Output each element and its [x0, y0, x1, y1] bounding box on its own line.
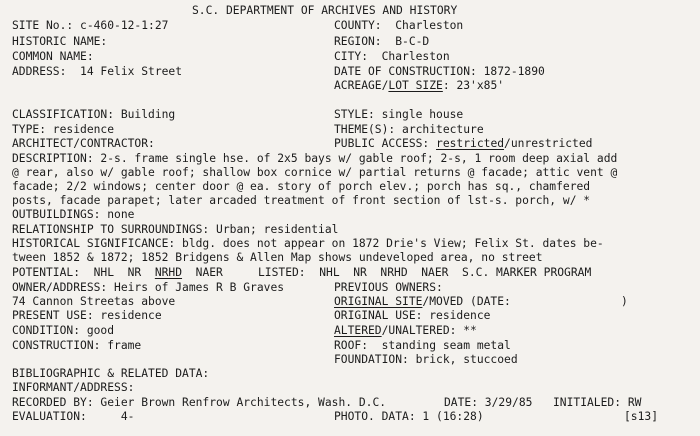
acreage-label: ACREAGE/: [334, 79, 389, 92]
potential-selected: NRHD: [154, 266, 183, 279]
construction: CONSTRUCTION: frame: [12, 339, 142, 352]
date-recorded: DATE: 3/29/85: [444, 396, 533, 409]
lot-size-value: : 23'x85': [442, 79, 505, 92]
form-title: S.C. DEPARTMENT OF ARCHIVES AND HISTORY: [192, 4, 458, 17]
original-site-label: ORIGINAL SITE: [334, 295, 423, 308]
public-access-rest: /unrestricted: [504, 137, 593, 150]
outbuildings: OUTBUILDINGS: none: [12, 208, 135, 221]
potential-label: POTENTIAL: NHL NR: [12, 266, 155, 279]
acreage-lot-size: [334, 79, 504, 93]
moved-close-paren: ): [621, 295, 628, 308]
common-name: COMMON NAME:: [12, 50, 94, 63]
type: TYPE: residence: [12, 123, 115, 136]
foundation: FOUNDATION: brick, stuccoed: [334, 353, 518, 366]
historic-name: HISTORIC NAME:: [12, 35, 108, 48]
reference-code: [s13]: [624, 410, 659, 423]
historical-significance-line: HISTORICAL SIGNIFICANCE: bldg. does not appear on 1872 Drie's View; Felix St. dates be-: [12, 237, 604, 250]
description-line: @ rear, also w/ gable roof; shallow box cornice w/ partial returns @ facade; attic vent @: [12, 166, 618, 179]
themes: THEME(S): architecture: [334, 123, 484, 136]
region: REGION: B-C-D: [334, 35, 430, 48]
description-line: posts, facade parapet; later arcaded treatment of front section of lst-s. porch, w/ *: [12, 194, 591, 207]
date-of-construction: DATE OF CONSTRUCTION: 1872-1890: [334, 65, 545, 78]
roof: ROOF: standing seam metal: [334, 339, 511, 352]
public-access-label: PUBLIC ACCESS:: [334, 137, 437, 150]
initialed: INITIALED: RW: [553, 396, 642, 409]
city: CITY: Charleston: [334, 50, 450, 63]
bibliographic-data: BIBLIOGRAPHIC & RELATED DATA:: [12, 367, 210, 380]
relationship-to-surroundings: RELATIONSHIP TO SURROUNDINGS: Urban; residential: [12, 223, 339, 236]
site-number: SITE No.: c-460-12-1:27: [12, 19, 169, 32]
owner-address-line2: 74 Cannon Streetas above: [12, 295, 176, 308]
description-line: DESCRIPTION: 2-s. frame single hse. of 2x5 bays w/ gable roof; 2-s, 1 room deep axial add: [12, 152, 618, 165]
listed: LISTED: NHL NR NRHD NAER S.C. MARKER PROGRAM: [258, 266, 592, 279]
informant-address: INFORMANT/ADDRESS:: [12, 381, 135, 394]
description-line: facade; 2/2 windows; center door @ ea. story of porch elev.; porch has sq., chamfered: [12, 180, 591, 193]
condition: CONDITION: good: [12, 324, 115, 337]
unaltered-label: /UNALTERED: **: [381, 324, 477, 337]
recorded-by: RECORDED BY: Geier Brown Renfrow Architects, Wash. D.C.: [12, 396, 387, 409]
original-site-moved: [334, 295, 511, 309]
altered-label: ALTERED: [334, 324, 382, 337]
potential-rest: NAER: [182, 266, 223, 279]
historical-significance-line: tween 1852 & 1872; 1852 Bridgens & Allen Map shows undeveloped area, no street: [12, 251, 543, 264]
evaluation: EVALUATION: 4-: [12, 410, 135, 423]
address: ADDRESS: 14 Felix Street: [12, 65, 183, 78]
county: COUNTY: Charleston: [334, 19, 464, 32]
altered-unaltered: [334, 324, 477, 338]
public-access: [334, 137, 592, 151]
present-use: PRESENT USE: residence: [12, 309, 162, 322]
original-use: ORIGINAL USE: residence: [334, 309, 491, 322]
public-access-selected: restricted: [436, 137, 505, 150]
owner-address: OWNER/ADDRESS: Heirs of James R B Graves: [12, 281, 285, 294]
lot-size-label: LOT SIZE: [388, 79, 443, 92]
classification: CLASSIFICATION: Building: [12, 108, 176, 121]
photo-data: PHOTO. DATA: 1 (16:28): [334, 410, 484, 423]
moved-label: /MOVED (DATE:: [422, 295, 511, 308]
previous-owners: PREVIOUS OWNERS:: [334, 281, 443, 294]
potential: [12, 266, 223, 280]
style: STYLE: single house: [334, 108, 464, 121]
architect-contractor: ARCHITECT/CONTRACTOR:: [12, 137, 155, 150]
